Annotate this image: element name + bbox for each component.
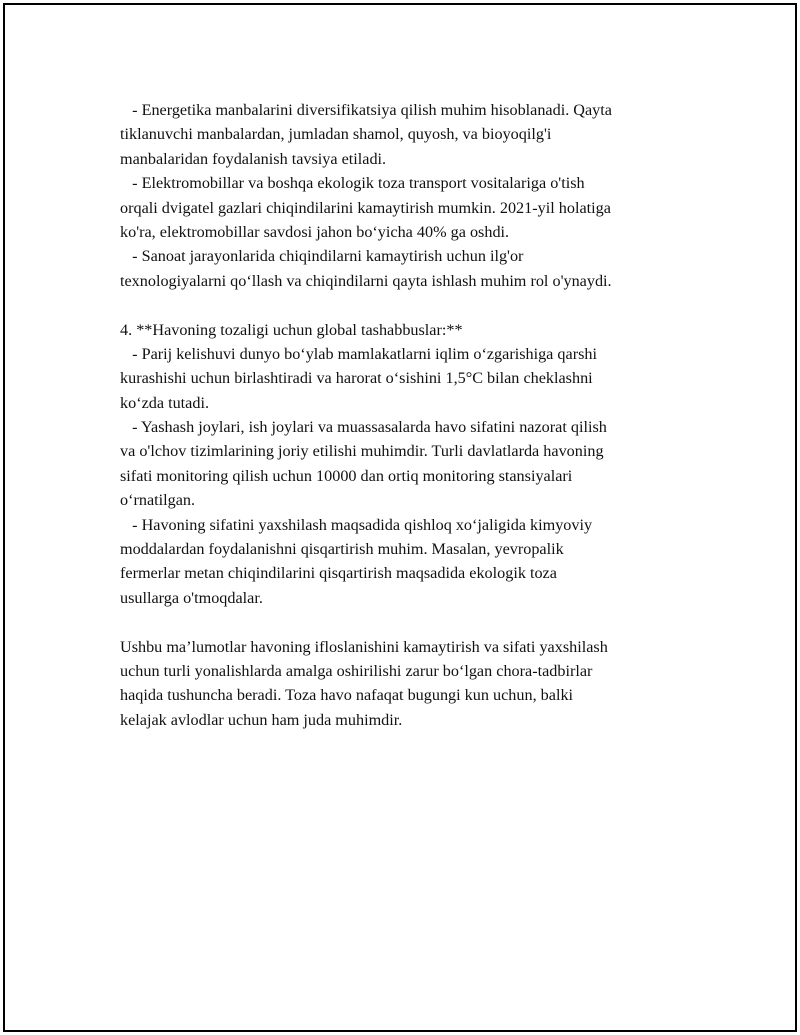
- text-line: o‘rnatilgan.: [120, 491, 196, 510]
- section-heading: 4. **Havoning tozaligi uchun global tashabbuslar:**: [120, 320, 463, 339]
- text-line: manbalaridan foydalanish tavsiya etiladi.: [120, 149, 387, 168]
- text-line: va o'lchov tizimlarining joriy etilishi muhimdir. Turli davlatlarda havoning: [120, 442, 604, 461]
- document-body: [120, 98, 690, 732]
- text-line: tiklanuvchi manbalardan, jumladan shamol, quyosh, va bioyoqilg'i: [120, 125, 552, 144]
- text-line: ko‘zda tutadi.: [120, 393, 209, 412]
- text-line: haqida tushuncha beradi. Toza havo nafaqat bugungi kun uchun, balki: [120, 686, 574, 705]
- text-line: moddalardan foydalanishni qisqartirish muhim. Masalan, yevropalik: [120, 540, 564, 559]
- text-line: kurashishi uchun birlashtiradi va harorat o‘sishini 1,5°C bilan cheklashni: [120, 369, 593, 388]
- text-line: uchun turli yonalishlarda amalga oshirilishi zarur bo‘lgan chora-tadbirlar: [120, 661, 593, 680]
- paragraph-spacer: [120, 610, 690, 634]
- text-line: kelajak avlodlar uchun ham juda muhimdir.: [120, 710, 403, 729]
- text-line: Ushbu ma’lumotlar havoning ifloslanishini kamaytirish va sifati yaxshilash: [120, 637, 608, 656]
- text-line: - Havoning sifatini yaxshilash maqsadida qishloq xo‘jaligida kimyoviy: [120, 515, 593, 534]
- text-line: orqali dvigatel gazlari chiqindilarini kamaytirish mumkin. 2021-yil holatiga: [120, 198, 611, 217]
- text-line: ko'ra, elektromobillar savdosi jahon bo‘yicha 40% ga oshdi.: [120, 222, 510, 241]
- text-line: - Yashash joylari, ish joylari va muassasalarda havo sifatini nazorat qilish: [120, 418, 607, 437]
- paragraph-conclusion: [120, 635, 690, 733]
- text-line: - Sanoat jarayonlarida chiqindilarni kamaytirish uchun ilg'or: [120, 247, 524, 266]
- text-line: usullarga o'tmoqdalar.: [120, 588, 263, 607]
- text-line: sifati monitoring qilish uchun 10000 dan ortiq monitoring stansiyalari: [120, 466, 573, 485]
- text-line: texnologiyalarni qo‘llash va chiqindilarni qayta ishlash muhim rol o'ynaydi.: [120, 271, 612, 290]
- paragraph-energy-measures: [120, 98, 690, 293]
- text-line: - Elektromobillar va boshqa ekologik toza transport vositalariga o'tish: [120, 174, 585, 193]
- page-frame: [3, 3, 797, 1032]
- text-line: - Parij kelishuvi dunyo bo‘ylab mamlakatlarni iqlim o‘zgarishiga qarshi: [120, 344, 597, 363]
- section-global-initiatives: [120, 318, 690, 611]
- text-line: fermerlar metan chiqindilarini qisqartirish maqsadida ekologik toza: [120, 564, 557, 583]
- text-line: - Energetika manbalarini diversifikatsiya qilish muhim hisoblanadi. Qayta: [120, 101, 612, 119]
- paragraph-spacer: [120, 293, 690, 317]
